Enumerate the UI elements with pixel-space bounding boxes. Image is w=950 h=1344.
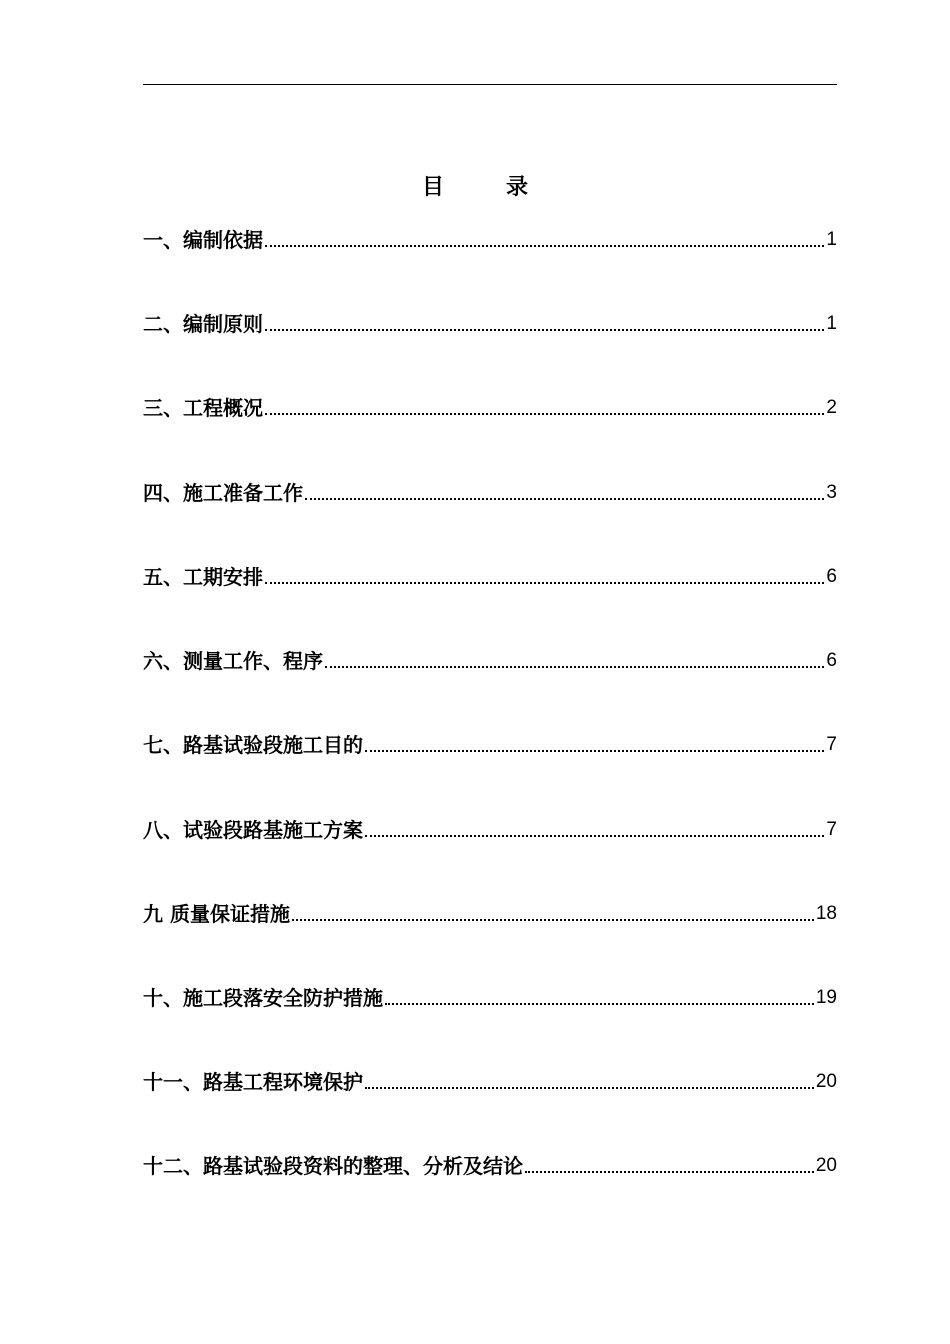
toc-entry[interactable] — [143, 1144, 837, 1180]
toc-leader-dots — [305, 498, 824, 500]
toc-entry[interactable] — [143, 471, 837, 507]
toc-entry[interactable] — [143, 302, 837, 338]
toc-entry-label: 八、试验段路基施工方案 — [143, 818, 363, 842]
toc-entry-page: 2 — [826, 397, 837, 418]
toc-leader-dots — [385, 1003, 814, 1005]
toc-leader-dots — [365, 835, 824, 837]
toc-leader-dots — [525, 1171, 814, 1173]
toc-title-right: 录 — [506, 175, 529, 200]
toc-leader-dots — [265, 582, 824, 584]
toc-entry-label: 七、路基试验段施工目的 — [143, 733, 363, 757]
toc-entry-label: 二、编制原则 — [143, 312, 263, 336]
toc-entry-label: 三、工程概况 — [143, 396, 263, 420]
toc-entry-page: 7 — [826, 734, 837, 755]
toc-entry-page: 18 — [815, 903, 837, 924]
toc-entry[interactable] — [143, 976, 837, 1012]
toc-entry-label: 九 质量保证措施 — [143, 902, 290, 926]
toc-entry[interactable] — [143, 555, 837, 591]
toc-entry-page: 6 — [826, 566, 837, 587]
toc-entry-label: 一、编制依据 — [143, 228, 263, 252]
toc-entry-page: 1 — [826, 229, 837, 250]
toc-entry-label: 六、测量工作、程序 — [143, 649, 323, 673]
toc-entry-label: 五、工期安排 — [143, 565, 263, 589]
toc-leader-dots — [292, 919, 814, 921]
toc-entry[interactable] — [143, 218, 837, 254]
toc-entry[interactable] — [143, 639, 837, 675]
toc-entry-page: 3 — [826, 482, 837, 503]
toc-entry-label: 四、施工准备工作 — [143, 481, 303, 505]
toc-entry-label: 十一、路基工程环境保护 — [143, 1070, 363, 1094]
toc-title-left: 目 — [421, 175, 444, 200]
toc-entry-page: 6 — [826, 650, 837, 671]
toc-entry[interactable] — [143, 808, 837, 844]
toc-entry[interactable] — [143, 723, 837, 759]
toc-entry-page: 7 — [826, 819, 837, 840]
toc-entry[interactable] — [143, 892, 837, 928]
toc-entry-label: 十二、路基试验段资料的整理、分析及结论 — [143, 1154, 523, 1178]
toc-title — [0, 170, 950, 201]
toc-leader-dots — [325, 666, 824, 668]
toc-entry[interactable] — [143, 1060, 837, 1096]
toc-entry-page: 1 — [826, 313, 837, 334]
toc-entry-page: 19 — [815, 987, 837, 1008]
header-rule — [143, 84, 837, 85]
toc-leader-dots — [265, 245, 824, 247]
toc-entry-label: 十、施工段落安全防护措施 — [143, 986, 383, 1010]
toc-entry-page: 20 — [815, 1155, 837, 1176]
toc-leader-dots — [265, 329, 824, 331]
toc-entry[interactable] — [143, 386, 837, 422]
toc-leader-dots — [365, 1087, 814, 1089]
toc-leader-dots — [265, 413, 824, 415]
toc-entry-page: 20 — [815, 1071, 837, 1092]
toc-leader-dots — [365, 750, 824, 752]
